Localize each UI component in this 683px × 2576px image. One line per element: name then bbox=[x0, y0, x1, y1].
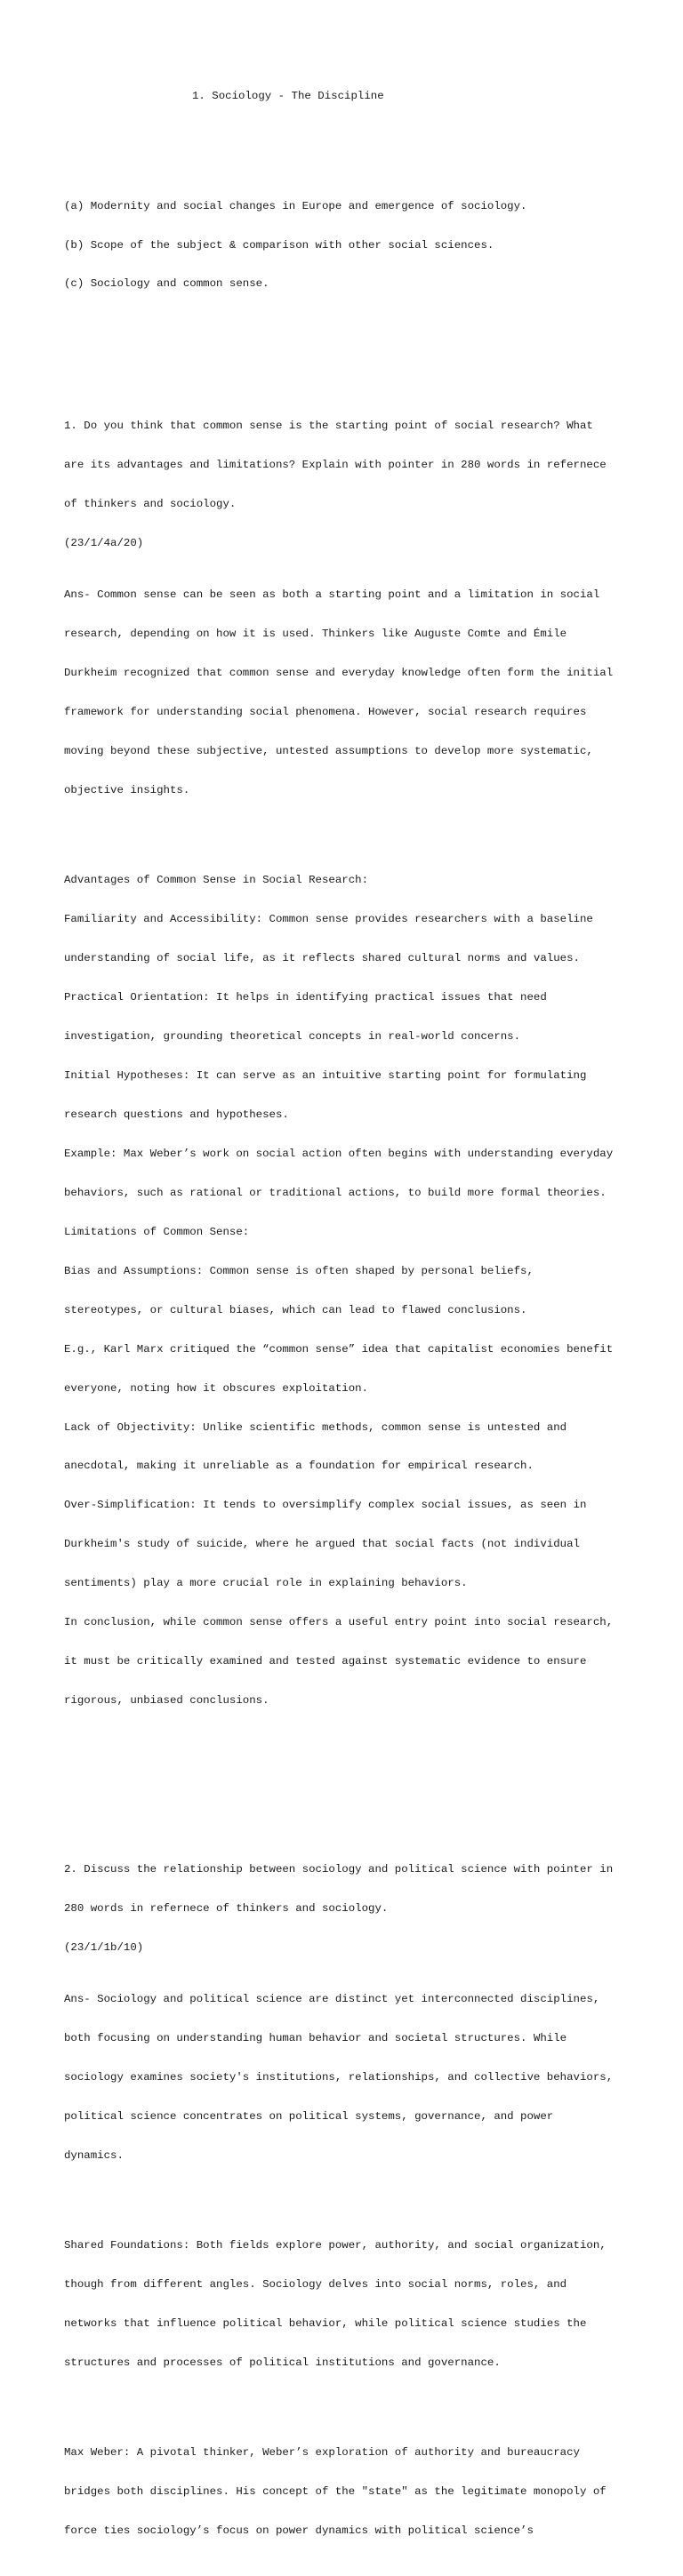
answer-2-intro-line: sociology examines society's institutions, relationships, and collective behaviors, bbox=[64, 2071, 614, 2084]
answer-2-intro-line: both focusing on understanding human behavior and societal structures. While bbox=[64, 2032, 567, 2045]
shared-foundations-line: structures and processes of political institutions and governance. bbox=[64, 2356, 501, 2369]
syllabus-topics bbox=[64, 173, 633, 316]
question-1 bbox=[64, 394, 633, 1733]
question-2-text: 280 words in refernece of thinkers and sociology. bbox=[64, 1901, 389, 1915]
answer-1-body-line: Durkheim's study of suicide, where he argued that social facts (not individual bbox=[64, 1538, 580, 1551]
answer-1-body-line: Initial Hypotheses: It can serve as an intuitive starting point for formulating bbox=[64, 1068, 587, 1082]
answer-1-body-line: Example: Max Weber’s work on social action often begins with understanding everyday bbox=[64, 1147, 614, 1160]
answer-1-body-line: E.g., Karl Marx critiqued the “common sense” idea that capitalist economies benefit bbox=[64, 1342, 614, 1356]
answer-1-intro-line: moving beyond these subjective, untested assumptions to develop more systematic, bbox=[64, 745, 593, 758]
document-title: 1. Sociology - The Discipline bbox=[192, 90, 384, 103]
max-weber-line: force ties sociology’s focus on power dynamics with political science’s bbox=[64, 2524, 534, 2537]
answer-1-body-line: Lack of Objectivity: Unlike scientific methods, common sense is untested and bbox=[64, 1420, 567, 1434]
question-1-text: of thinkers and sociology. bbox=[64, 497, 237, 510]
answer-1-intro-line: framework for understanding social phenomena. However, social research requires bbox=[64, 706, 587, 719]
document-page bbox=[64, 64, 633, 2576]
answer-1-intro-line: Ans- Common sense can be seen as both a starting point and a limitation in social bbox=[64, 588, 600, 602]
limitations-heading: Limitations of Common Sense: bbox=[64, 1225, 250, 1238]
answer-1-body-line: investigation, grounding theoretical concepts in real-world concerns. bbox=[64, 1029, 521, 1043]
answer-1-body-line: research questions and hypotheses. bbox=[64, 1108, 289, 1121]
answer-1-body-line: Bias and Assumptions: Common sense is often shaped by personal beliefs, bbox=[64, 1264, 534, 1277]
answer-1-body-line: Familiarity and Accessibility: Common sense provides researchers with a baseline bbox=[64, 913, 593, 926]
topic-item: (b) Scope of the subject & comparison with other social sciences. bbox=[64, 238, 494, 252]
answer-1-intro-line: research, depending on how it is used. Thinkers like Auguste Comte and Émile bbox=[64, 628, 567, 641]
answer-1-intro-line: Durkheim recognized that common sense and everyday knowledge often form the initial bbox=[64, 667, 614, 680]
topic-item: (c) Sociology and common sense. bbox=[64, 277, 269, 291]
question-2 bbox=[64, 1836, 633, 2563]
question-1-text: are its advantages and limitations? Explain with pointer in 280 words in refernece bbox=[64, 458, 607, 471]
max-weber-line: bridges both disciplines. His concept of the "state" as the legitimate monopoly of bbox=[64, 2484, 607, 2498]
shared-foundations-line: networks that influence political behavior, while political science studies the bbox=[64, 2316, 587, 2330]
answer-1-body-line: sentiments) play a more crucial role in explaining behaviors. bbox=[64, 1577, 468, 1590]
question-1-text: 1. Do you think that common sense is the starting point of social research? What bbox=[64, 420, 593, 432]
answer-1-conclusion-line: it must be critically examined and tested against systematic evidence to ensure bbox=[64, 1655, 587, 1668]
answer-2-intro-line: dynamics. bbox=[64, 2149, 124, 2163]
shared-foundations-line: Shared Foundations: Both fields explore power, authority, and social organization, bbox=[64, 2238, 607, 2252]
question-2-text: 2. Discuss the relationship between sociology and political science with pointer in bbox=[64, 1862, 614, 1876]
answer-1-body-line: Practical Orientation: It helps in identifying practical issues that need bbox=[64, 991, 547, 1004]
answer-2-intro-line: political science concentrates on political systems, governance, and power bbox=[64, 2110, 554, 2124]
max-weber-line: Max Weber: A pivotal thinker, Weber’s exploration of authority and bureaucracy bbox=[64, 2445, 580, 2459]
shared-foundations-line: though from different angles. Sociology delves into social norms, roles, and bbox=[64, 2277, 567, 2291]
answer-1-body-line: behaviors, such as rational or traditional actions, to build more formal theories. bbox=[64, 1186, 607, 1199]
answer-1-conclusion-line: In conclusion, while common sense offers a useful entry point into social research, bbox=[64, 1616, 614, 1629]
answer-1-intro-line: objective insights. bbox=[64, 784, 190, 797]
question-1-reference: (23/1/4a/20) bbox=[64, 536, 144, 549]
answer-1-body-line: Over-Simplification: It tends to oversimplify complex social issues, as seen in bbox=[64, 1499, 587, 1512]
question-2-reference: (23/1/1b/10) bbox=[64, 1940, 144, 1954]
answer-1-body-line: understanding of social life, as it reflects shared cultural norms and values. bbox=[64, 952, 580, 965]
advantages-heading: Advantages of Common Sense in Social Research: bbox=[64, 874, 369, 887]
answer-1-body-line: anecdotal, making it unreliable as a foundation for empirical research. bbox=[64, 1460, 534, 1473]
answer-2-intro-line: Ans- Sociology and political science are distinct yet interconnected disciplines, bbox=[64, 1993, 600, 2006]
answer-1-body-line: stereotypes, or cultural biases, which can lead to flawed conclusions. bbox=[64, 1303, 527, 1316]
answer-1-body-line: everyone, noting how it obscures exploitation. bbox=[64, 1381, 369, 1395]
answer-1-conclusion-line: rigorous, unbiased conclusions. bbox=[64, 1694, 269, 1708]
topic-item: (a) Modernity and social changes in Europe and emergence of sociology. bbox=[64, 199, 527, 212]
